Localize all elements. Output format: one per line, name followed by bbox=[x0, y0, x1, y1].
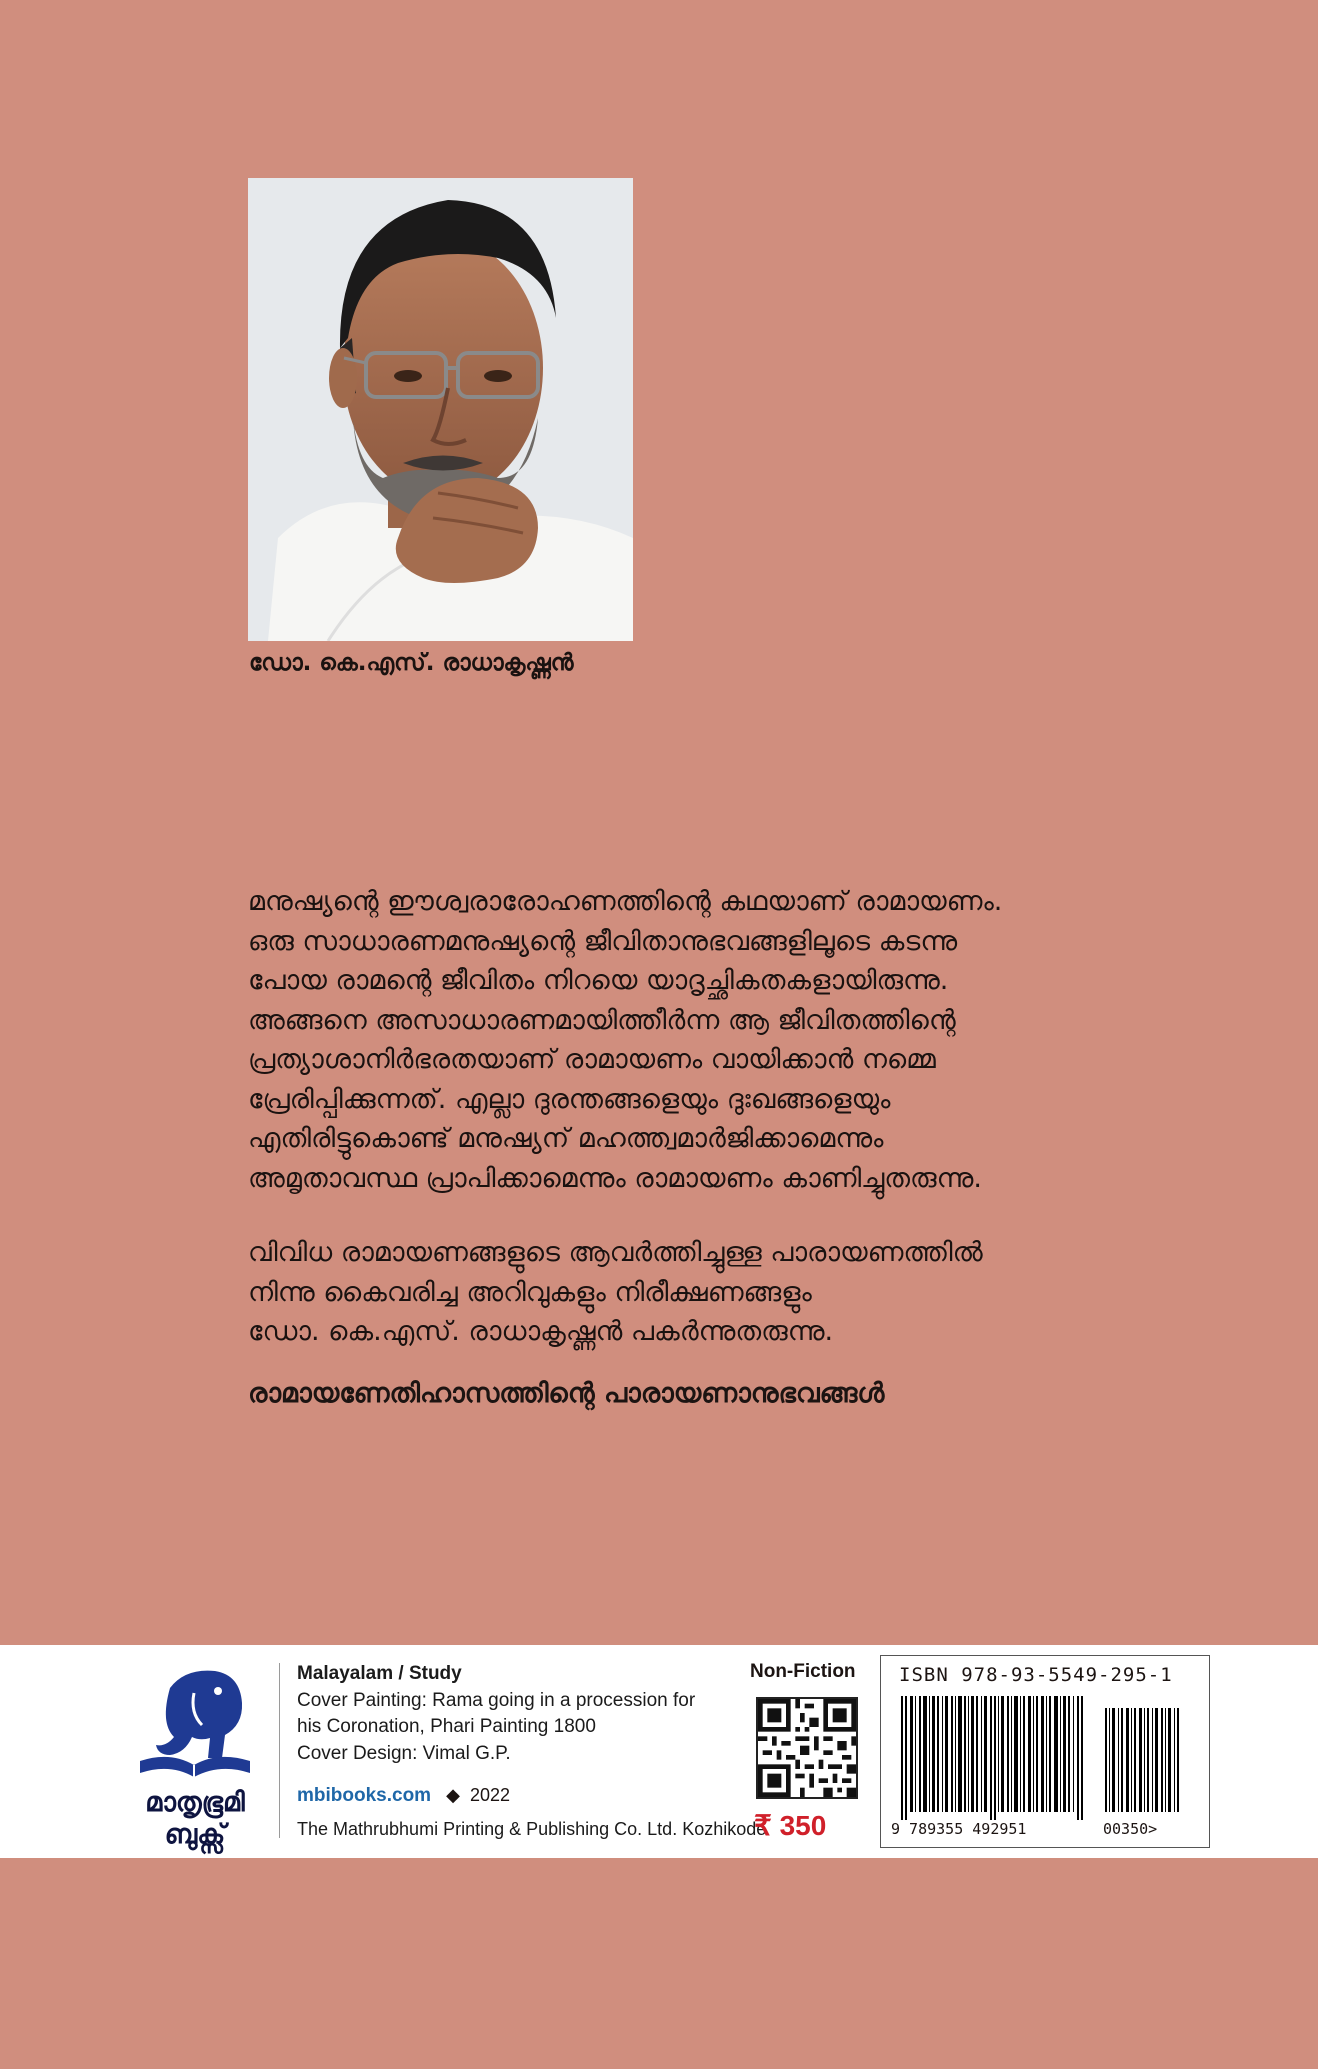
author-photo bbox=[248, 178, 633, 641]
publisher-logo bbox=[130, 1663, 260, 1848]
cover-design: Cover Design: Vimal G.P. bbox=[297, 1742, 511, 1764]
qr-code-icon bbox=[756, 1697, 858, 1799]
blurb-line: അങ്ങനെ അസാധാരണമായിത്തീർന്ന ആ ജീവിതത്തിന്റെ bbox=[248, 1004, 956, 1036]
barcode-addon-digits: 00350> bbox=[1103, 1820, 1158, 1838]
barcode-icon bbox=[899, 1696, 1199, 1820]
website-link[interactable]: mbibooks.com bbox=[297, 1785, 432, 1806]
cover-painting-2: his Coronation, Phari Painting 1800 bbox=[297, 1716, 596, 1737]
blurb-line: ഡോ. കെ.എസ്. രാധാകൃഷ്ണൻ പകർന്നുതരുന്നു. bbox=[248, 1316, 834, 1347]
blurb-line: മനുഷ്യന്റെ ഈശ്വരാരോഹണത്തിന്റെ കഥയാണ് രാമായണം. bbox=[248, 886, 1003, 917]
blurb-line: ഒരു സാധാരണമനുഷ്യന്റെ ജീവിതാനുഭവങ്ങളിലൂടെ കടന്നു bbox=[248, 925, 958, 957]
website-line bbox=[297, 1785, 510, 1807]
divider bbox=[279, 1663, 280, 1838]
genre: Non-Fiction bbox=[750, 1661, 856, 1682]
blurb-line: നിന്നു കൈവരിച്ച അറിവുകളും നിരീക്ഷണങ്ങളും bbox=[248, 1276, 812, 1308]
author-caption: ഡോ. കെ.എസ്. രാധാകൃഷ്ണൻ bbox=[249, 650, 574, 676]
blurb-paragraph-1 bbox=[248, 882, 1248, 1198]
imprint-strip bbox=[0, 1645, 1318, 1858]
diamond-separator: ◆ bbox=[446, 1785, 460, 1805]
year: 2022 bbox=[469, 1785, 510, 1805]
qr-code-pattern bbox=[758, 1699, 856, 1797]
publisher-logo-line1: മാതൃഭൂമി bbox=[145, 1787, 245, 1818]
blurb-line: പ്രത്യാശാനിർഭരതയാണ് രാമായണം വായിക്കാൻ നമ്മെ bbox=[248, 1044, 936, 1075]
blurb-line: എതിരിട്ടുകൊണ്ട് മനുഷ്യന് മഹത്ത്വമാർജിക്കാമെന്നും bbox=[248, 1123, 884, 1154]
blurb bbox=[248, 882, 1248, 1387]
blurb-paragraph-2 bbox=[248, 1233, 1248, 1352]
category: Malayalam / Study bbox=[297, 1663, 462, 1684]
author-portrait-illustration bbox=[248, 178, 633, 641]
price: ₹ 350 bbox=[754, 1810, 827, 1841]
publisher-name: The Mathrubhumi Printing & Publishing Co. Ltd. Kozhikode bbox=[297, 1819, 767, 1839]
cover-painting: Cover Painting: Rama going in a procession for bbox=[297, 1689, 696, 1711]
publisher-logo-line2: ബുക്സ് bbox=[164, 1819, 226, 1850]
blurb-line: പോയ രാമന്റെ ജീവിതം നിറയെ യാദൃച്ഛികതകളായിരുന്നു. bbox=[248, 965, 949, 996]
elephant-book-icon bbox=[130, 1663, 260, 1783]
barcode-digits: 9 789355 492951 bbox=[891, 1820, 1027, 1838]
blurb-line: അമൃതാവസ്ഥ പ്രാപിക്കാമെന്നും രാമായണം കാണിച്ചുതരുന്നു. bbox=[248, 1162, 982, 1194]
blurb-line: വിവിധ രാമായണങ്ങളുടെ ആവർത്തിച്ചുള്ള പാരായണത്തിൽ bbox=[248, 1237, 983, 1268]
isbn-barcode-box bbox=[880, 1655, 1210, 1848]
tagline: രാമായണേതിഹാസത്തിന്റെ പാരായണാനുഭവങ്ങൾ bbox=[248, 1378, 885, 1409]
book-info bbox=[297, 1661, 695, 1767]
isbn-label: ISBN 978-93-5549-295-1 bbox=[899, 1664, 1173, 1686]
blurb-line: പ്രേരിപ്പിക്കുന്നത്. എല്ലാ ദുരന്തങ്ങളെയും ദുഃഖങ്ങളെയും bbox=[248, 1083, 891, 1115]
